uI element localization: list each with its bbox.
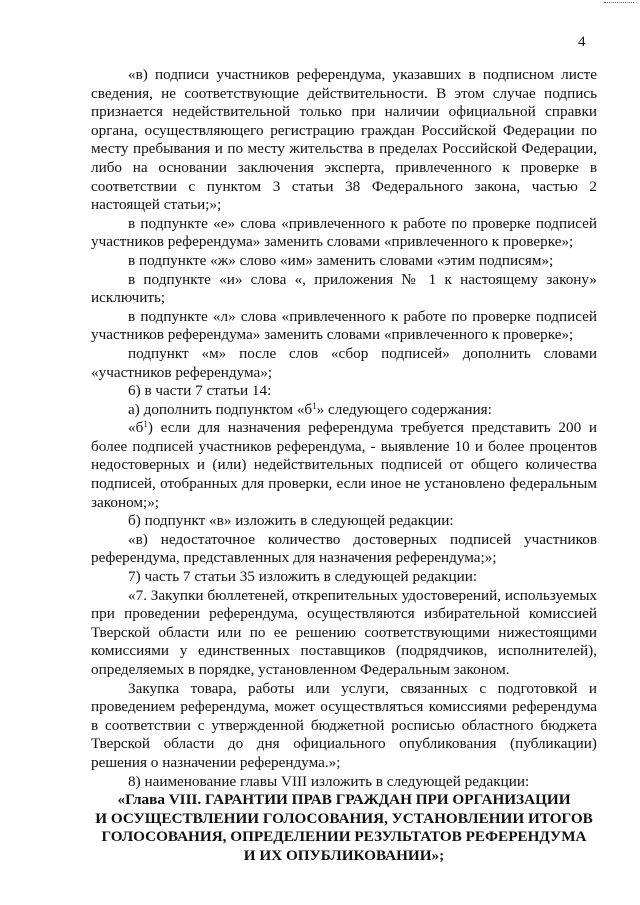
- paragraph-subitem-v-new: «в) недостаточное количество достоверных подписей участников референдума, представленных для назначения референдума;»;: [91, 530, 597, 567]
- paragraph-text-before: а) дополнить подпунктом «б: [128, 400, 313, 418]
- paragraph-text-after: » следующего содержания:: [316, 400, 492, 418]
- paragraph-subitem-b: б) подпункт «в» изложить в следующей редакции:: [128, 512, 454, 530]
- paragraph-subitem-l: в подпункте «л» слова «привлеченного к работе по проверке подписей участников референдума» заменить словами «привлеченного к проверке»;: [91, 307, 597, 344]
- paragraph-subitem-zh: в подпункте «ж» слово «им» заменить словами «этим подписям»;: [128, 251, 554, 269]
- paragraph-text-after: ) если для назначения референдума требуется представить 200 и более подписей участников референдума, - выявление 10 и более процентов недостоверных и (или) недействительных подписей от общего количества подписей, отобранных для проверки, если иное не установлено федеральным законом;»;: [91, 419, 597, 511]
- paragraph-point-6: 6) в части 7 статьи 14:: [128, 382, 272, 400]
- scan-mark: [604, 2, 634, 6]
- paragraph-item-v-signatures: «в) подписи участников референдума, указавших в подписном листе сведения, не соответствующие действительности. В этом случае подпись признается недействительной только при наличии официальной справки органа, осуществляющего регистрацию граждан Российской Федерации по месту пребывания и по месту жительства в пределах Российской Федерации, либо на основании заключения эксперта, привлеченного к проверке в соответствии с пунктом 3 статьи 38 Федерального закона, частью 2 настоящей статьи;»;: [91, 66, 597, 214]
- paragraph-subitem-b1-text: [91, 419, 597, 512]
- paragraph-part-7-procurement: «7. Закупки бюллетеней, открепительных удостоверений, используемых при проведении референдума, осуществляются избирательной комиссией Тверской области или по ее решению соответствующими нижестоящими комиссиями у единственных поставщиков (подрядчиков, исполнителей), определяемых в порядке, установленном Федеральным законом.: [91, 586, 597, 678]
- superscript-marker: 1: [143, 419, 148, 430]
- paragraph-subitem-i: в подпункте «и» слова «, приложения № 1 к настоящему закону» исключить;: [91, 270, 597, 307]
- paragraph-subitem-m: подпункт «м» после слов «сбор подписей» дополнить словами «участников референдума»;: [91, 344, 597, 381]
- paragraph-procurement-goods: Закупка товара, работы или услуги, связанных с подготовкой и проведением референдума, может осуществляться комиссиями референдума в соответствии с утвержденной бюджетной росписью областного бюджета Тверской области до дня официального опубликования (публикации) решения о назначении референдума.»;: [91, 679, 597, 771]
- heading-line: «Глава VIII. ГАРАНТИИ ПРАВ ГРАЖДАН ПРИ ОРГАНИЗАЦИИ: [117, 791, 571, 809]
- chapter-heading: [91, 791, 597, 865]
- heading-line: ГОЛОСОВАНИЯ, ОПРЕДЕЛЕНИИ РЕЗУЛЬТАТОВ РЕФЕРЕНДУМА: [101, 828, 587, 846]
- page-number: 4: [578, 34, 586, 50]
- paragraph-point-7: 7) часть 7 статьи 35 изложить в следующей редакции:: [128, 568, 478, 586]
- paragraph-point-8: 8) наименование главы VIII изложить в следующей редакции:: [128, 772, 530, 790]
- paragraph-text-before: «б: [128, 419, 144, 437]
- paragraph-add-subitem-b1: [91, 401, 597, 420]
- heading-line: И ИХ ОПУБЛИКОВАНИИ»;: [243, 846, 445, 864]
- heading-line: И ОСУЩЕСТВЛЕНИИ ГОЛОСОВАНИЯ, УСТАНОВЛЕНИИ ИТОГОВ: [95, 809, 593, 827]
- superscript-marker: 1: [312, 400, 317, 411]
- document-body: [91, 66, 597, 866]
- paragraph-subitem-e: в подпункте «е» слова «привлеченного к работе по проверке подписей участников референдума» заменить словами «привлеченного к проверке»;: [91, 214, 597, 251]
